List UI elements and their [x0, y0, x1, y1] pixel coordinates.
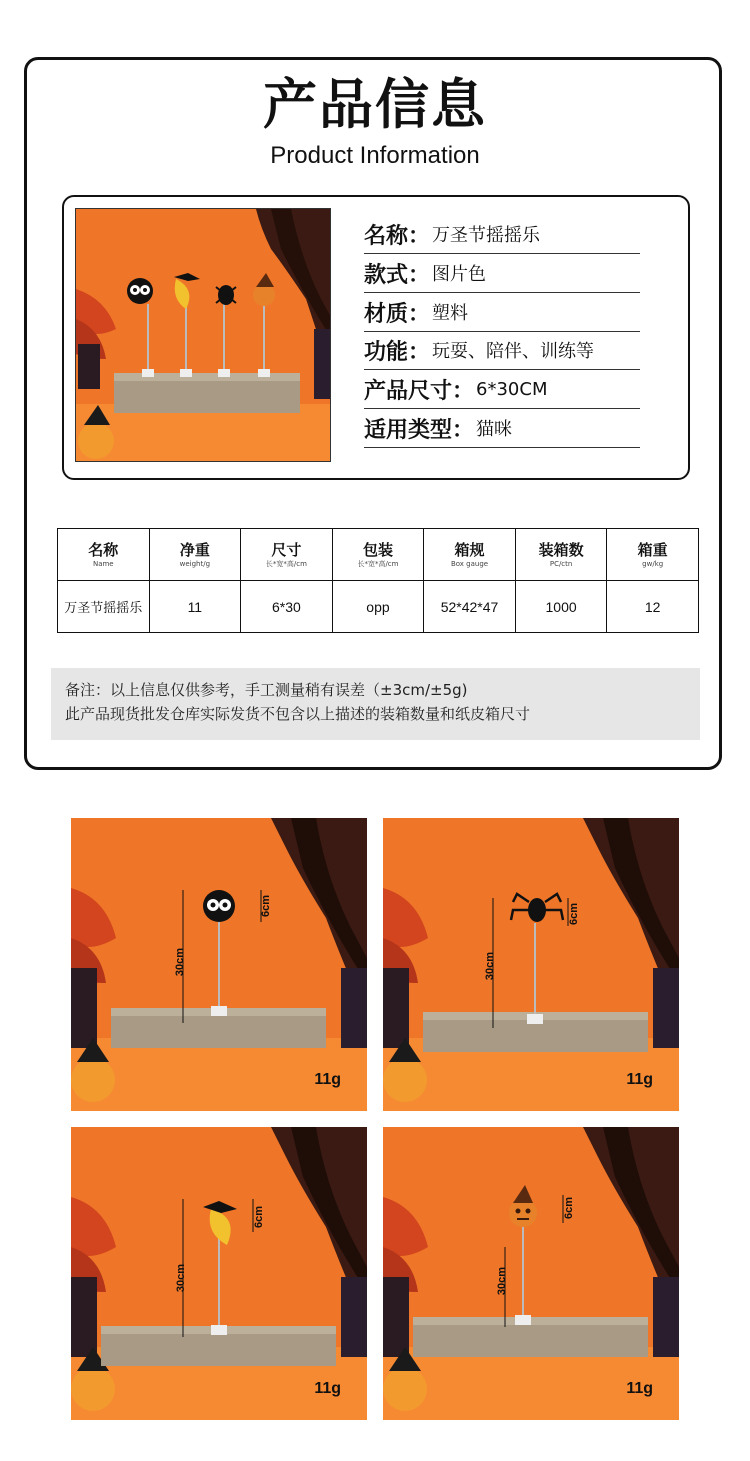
product-photo-moon-bat	[71, 1127, 367, 1420]
page-title: 产品信息	[263, 73, 487, 136]
spec-row-size	[364, 370, 640, 409]
table-row	[58, 581, 699, 633]
note-box	[51, 668, 700, 740]
spec-key: 材质：	[364, 301, 431, 327]
spec-row-name	[364, 215, 640, 254]
weight-label: 11g	[626, 1380, 653, 1397]
table-cell: 11	[149, 581, 241, 633]
topper-label: 6cm	[568, 902, 581, 926]
table-cell: 万圣节摇摇乐	[58, 581, 150, 633]
table-cell: opp	[332, 581, 424, 633]
product-photo-pumpkin	[383, 1127, 679, 1420]
spec-key: 款式：	[364, 262, 431, 288]
spec-row-target	[364, 409, 640, 448]
height-label: 30cm	[175, 1263, 188, 1293]
spec-key: 适用类型：	[364, 417, 475, 443]
table-header: 净重 weight/g	[149, 529, 241, 581]
spec-value: 塑料	[432, 303, 469, 324]
topper-label: 6cm	[563, 1196, 576, 1220]
height-label: 30cm	[496, 1266, 509, 1296]
spec-key: 名称：	[364, 223, 431, 249]
spec-row-material	[364, 293, 640, 332]
topper-label: 6cm	[260, 894, 273, 918]
spec-value: 图片色	[432, 264, 487, 285]
table-cell: 6*30	[241, 581, 333, 633]
table-header: 箱规 Box gauge	[424, 529, 516, 581]
table-cell: 52*42*47	[424, 581, 516, 633]
product-photo	[75, 208, 331, 462]
table-cell: 1000	[515, 581, 607, 633]
spec-row-function	[364, 331, 640, 370]
product-photo-spider-eyes	[71, 818, 367, 1111]
note-line: 此产品现货批发仓库实际发货不包含以上描述的装箱数量和纸皮箱尺寸	[65, 705, 531, 723]
spec-value: 6*30CM	[476, 378, 548, 400]
topper-label: 6cm	[253, 1205, 266, 1229]
table-header: 尺寸 长*宽*高/cm	[241, 529, 333, 581]
spec-row-style	[364, 254, 640, 293]
packing-table	[57, 528, 699, 633]
table-header-row	[58, 529, 699, 581]
product-photo-spider	[383, 818, 679, 1111]
table-header: 装箱数 PC/ctn	[515, 529, 607, 581]
weight-label: 11g	[626, 1071, 653, 1088]
table-header: 箱重 gw/kg	[607, 529, 699, 581]
height-label: 30cm	[484, 951, 497, 981]
height-label: 30cm	[174, 947, 187, 977]
spec-key: 产品尺寸：	[364, 378, 475, 404]
page-subtitle: Product Information	[270, 142, 480, 169]
note-line: 备注：以上信息仅供参考，手工测量稍有误差（±3cm/±5g)	[65, 681, 468, 699]
spec-value: 玩耍、陪伴、训练等	[432, 341, 595, 362]
table-header: 名称 Name	[58, 529, 150, 581]
table-header: 包装 长*宽*高/cm	[332, 529, 424, 581]
spec-value: 万圣节摇摇乐	[432, 225, 541, 246]
spec-key: 功能：	[364, 339, 431, 365]
weight-label: 11g	[314, 1071, 341, 1088]
spec-value: 猫咪	[476, 419, 513, 440]
weight-label: 11g	[314, 1380, 341, 1397]
table-cell: 12	[607, 581, 699, 633]
